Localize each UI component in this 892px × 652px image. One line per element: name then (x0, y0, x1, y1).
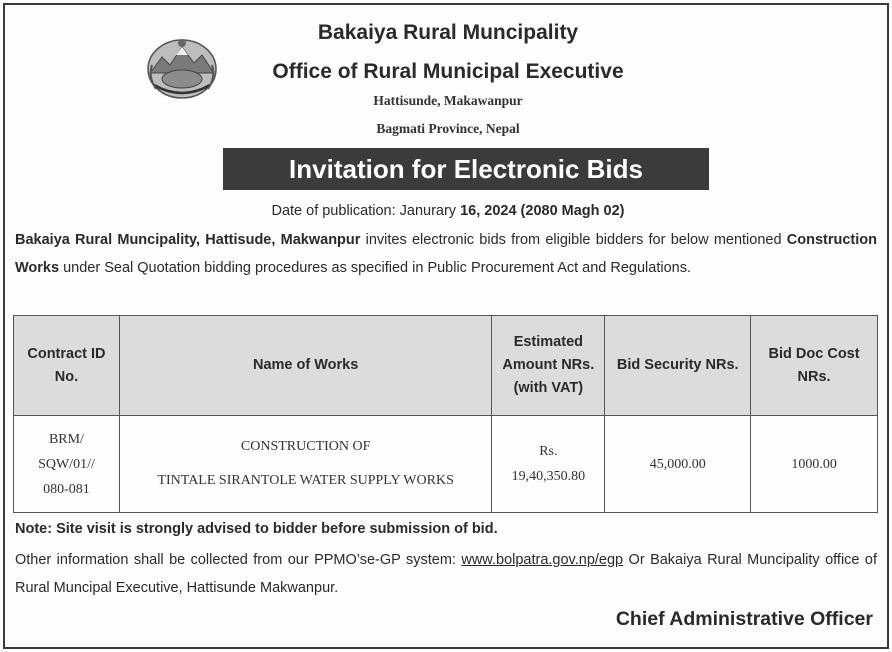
header-bid-doc-line1: Bid Doc Cost (768, 345, 860, 362)
intro-bold-issuer: Bakaiya Rural Muncipality, Hattisude, Makwanpur (15, 232, 361, 248)
cell-estimated-amount (492, 416, 605, 513)
header-estimated-amount (492, 316, 605, 416)
notice-title-banner: Invitation for Electronic Bids (223, 148, 709, 190)
intro-text-1: invites electronic bids from eligible bidders for below mentioned (360, 232, 787, 248)
contract-id-line1: BRM/ (48, 431, 84, 447)
header-name-of-works: Name of Works (119, 316, 491, 416)
site-visit-note: Note: Site visit is strongly advised to bidder before submission of bid. (15, 521, 498, 537)
table-row (14, 416, 878, 513)
intro-paragraph (15, 227, 877, 282)
header-contract-id-line1: Contract ID (27, 345, 106, 362)
cell-contract-id (14, 416, 120, 513)
header-bid-doc-cost (751, 316, 878, 416)
address-line-2: Bagmati Province, Nepal (376, 121, 520, 136)
cell-bid-doc-cost: 1000.00 (751, 416, 878, 513)
publication-date (5, 203, 891, 219)
other-text-1: Other information shall be collected from our PPMO’se-GP system: (15, 552, 462, 568)
signature-title: Chief Administrative Officer (615, 608, 873, 630)
address-line-1: Hattisunde, Makawanpur (373, 93, 523, 108)
header-bid-security: Bid Security NRs. (605, 316, 751, 416)
work-name-line2: TINTALE SIRANTOLE WATER SUPPLY WORKS (157, 473, 454, 488)
cell-work-name (119, 416, 491, 513)
header-estimated-line2: Amount NRs. (502, 357, 595, 373)
publication-date-value: 16, 2024 (2080 Magh 02) (460, 203, 625, 219)
bids-table (13, 315, 878, 513)
notice-frame (3, 3, 889, 649)
intro-bold-works: Construction Works (15, 232, 877, 276)
contract-id-line3: 080-081 (43, 481, 90, 497)
header-estimated-line1: Estimated (513, 334, 583, 350)
header-estimated-line3: (with VAT) (513, 380, 584, 396)
header-contract-id (14, 316, 120, 416)
municipality-name: Bakaiya Rural Muncipality (317, 21, 579, 44)
egp-link[interactable]: www.bolpatra.gov.np/egp (461, 552, 624, 568)
office-name: Office of Rural Municipal Executive (272, 60, 624, 83)
header-contract-id-line2: No. (54, 368, 79, 385)
other-text-2: Or Bakaiya Rural Muncipality office of Rural Muncipal Executive, Hattisunde Makwanpur. (15, 552, 878, 596)
publication-date-prefix: Date of publication: Janurary (271, 203, 461, 219)
table-header-row (14, 316, 878, 416)
contract-id-line2: SQW/01// (38, 456, 95, 472)
amount-line2: 19,40,350.80 (511, 469, 586, 484)
header-bid-doc-line2: NRs. (797, 368, 831, 385)
work-name-line1: CONSTRUCTION OF (240, 439, 371, 454)
other-information-paragraph (15, 546, 877, 602)
amount-line1: Rs. (539, 444, 558, 459)
intro-text-2: under Seal Quotation bidding procedures as specified in Public Procurement Act and Regulations. (59, 259, 692, 276)
cell-bid-security: 45,000.00 (605, 416, 751, 513)
